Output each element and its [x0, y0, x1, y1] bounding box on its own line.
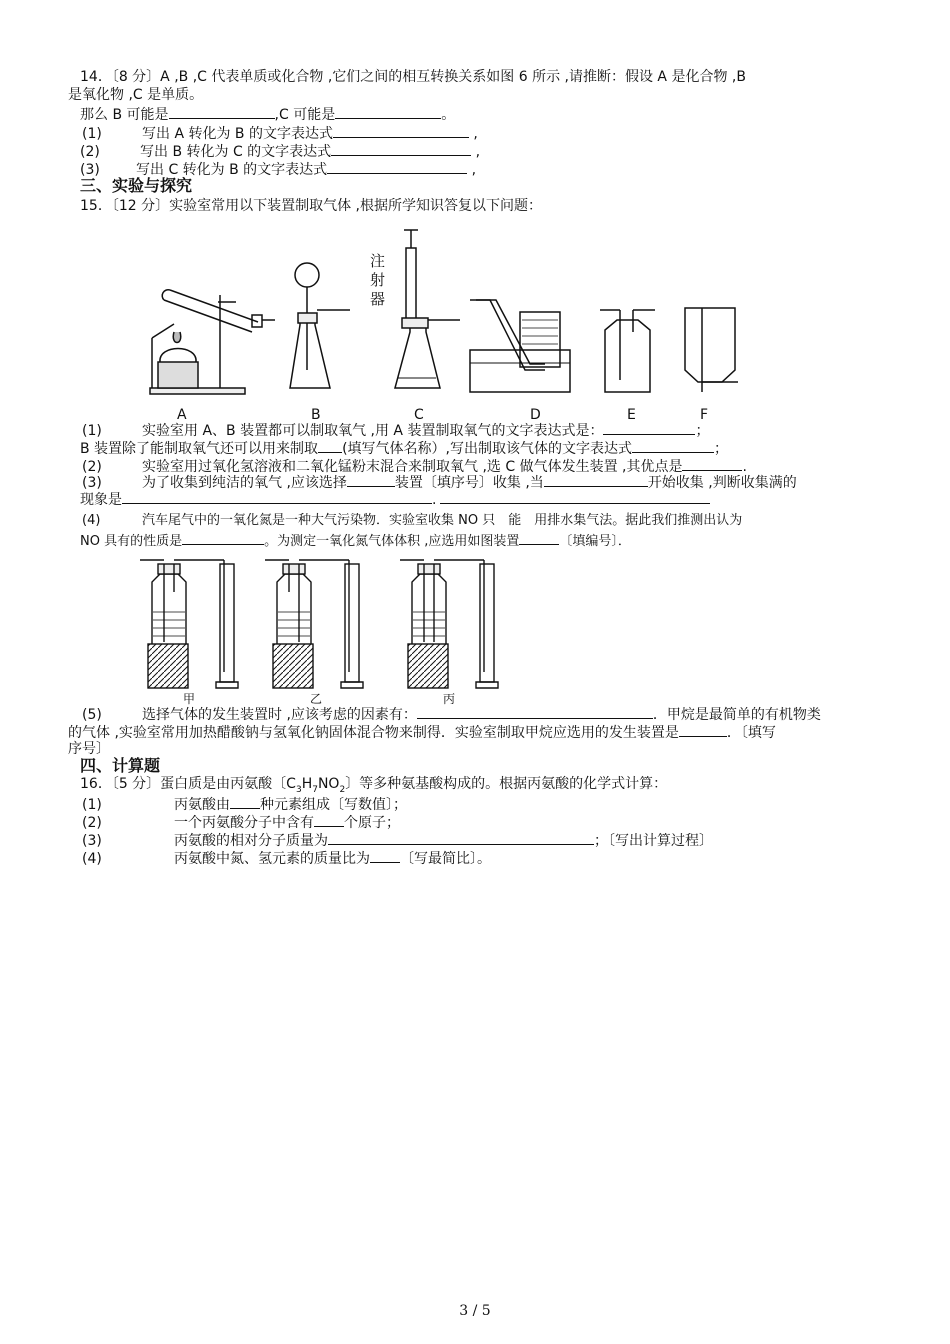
- q15-tail: .: [742, 459, 747, 475]
- fig2-label-yi: 乙: [310, 692, 323, 706]
- q15-text: (填写气体名称）,写出制取该气体的文字表达式: [342, 441, 632, 457]
- q16-text: 个原子；: [344, 815, 400, 831]
- q16-text: 一个丙氨酸分子中含有: [174, 815, 314, 831]
- fig-label-f: F: [700, 407, 709, 423]
- q15-line-6: [82, 512, 742, 530]
- q14-b-c-line: [80, 104, 455, 124]
- q15-line-9: [68, 722, 776, 742]
- fig-label-d: D: [530, 407, 541, 423]
- page-number: 3 / 5: [459, 1303, 491, 1319]
- q14-item-2: [80, 141, 480, 161]
- q15-tail: .: [432, 492, 437, 508]
- section-title-experiment: 三、实验与探究: [80, 176, 193, 195]
- syringe-label: [370, 252, 385, 309]
- device-jia: [140, 560, 238, 688]
- q14-intro-line2: 是氧化物 ,C 是单质。: [68, 87, 204, 103]
- q15-tail: ．〔填写: [726, 725, 776, 741]
- q16-text: 丙氨酸的相对分子质量为: [174, 833, 328, 849]
- q14-item-num: (3): [80, 162, 100, 178]
- q15-blank-full-phenomenon[interactable]: [122, 489, 432, 504]
- syringe-char: 器: [370, 290, 386, 308]
- q14-item-text: 写出 A 转化为 B 的文字表达式: [142, 126, 333, 142]
- q15-tail: ；: [713, 441, 728, 457]
- q16-num: (4): [82, 851, 102, 867]
- q14-item2-blank[interactable]: [331, 141, 471, 156]
- q14-b-prefix: 那么 B 可能是: [80, 107, 169, 123]
- q16-item-4: [82, 848, 491, 868]
- q15-text: 装置〔填序号〕收集 ,当: [394, 475, 544, 491]
- q15-text: 现象是: [80, 492, 122, 508]
- q14-item1-blank[interactable]: [333, 123, 469, 138]
- q16-num: (3): [82, 833, 102, 849]
- q15-text: B 装置除了能制取氧气还可以用来制取: [80, 441, 319, 457]
- q15-num: (5): [82, 707, 102, 723]
- q16-blank-elements[interactable]: [230, 794, 260, 809]
- q14-intro-line1: 14．〔8 分〕A ,B ,C 代表单质或化合物 ,它们之间的相互转换关系如图 6 所示 ,请推断：假设 A 是化合物 ,B: [80, 69, 746, 85]
- q14-item-tail: ,: [467, 162, 477, 178]
- syringe-char: 注: [370, 252, 386, 270]
- q16-sub: 3: [295, 784, 302, 795]
- q14-item3-blank[interactable]: [327, 159, 467, 174]
- q15-line-1: [82, 420, 709, 440]
- q15-blank-start-condition[interactable]: [544, 472, 648, 487]
- q14-end: 。: [441, 107, 456, 123]
- q16-blank-atoms[interactable]: [314, 812, 344, 827]
- q15-line-7: [80, 530, 631, 551]
- q15-line-10: 序号〕: [68, 741, 110, 757]
- q15-text: 开始收集 ,判断收集满的: [647, 475, 797, 491]
- q15-blank-advantage[interactable]: [682, 456, 742, 471]
- q15-num: (1): [82, 423, 102, 439]
- q15-text: 的气体 ,实验室常用加热醋酸钠与氢氧化钠固体混合物来制得．实验室制取甲烷应选用的发生装置是: [68, 725, 679, 741]
- q14-c-blank[interactable]: [335, 104, 441, 119]
- q15-text: 实验室用过氧化氢溶液和二氧化锰粉末混合来制取氧气 ,选 C 做气体发生装置 ,其优点是: [142, 459, 683, 475]
- q15-tail: ；: [695, 423, 710, 439]
- q14-item-tail: ,: [468, 126, 478, 142]
- q15-blank-device-number[interactable]: [519, 530, 559, 545]
- q14-item-text: 写出 C 转化为 B 的文字表达式: [136, 162, 328, 178]
- q16-num: (2): [82, 815, 102, 831]
- q16-blank-molecular-mass[interactable]: [328, 830, 594, 845]
- q14-item-1: [82, 123, 478, 143]
- q14-c-prefix: ,C 可能是: [274, 107, 336, 123]
- q15-blank-collect-device[interactable]: [347, 472, 395, 487]
- q16-item-1: [82, 794, 407, 814]
- fig-label-c: C: [414, 407, 424, 423]
- fig-label-a: A: [177, 407, 187, 423]
- q15-text: 。为测定一氧化氮气体体积 ,应选用如图装置: [264, 534, 520, 549]
- q16-item-2: [82, 812, 400, 832]
- q16-intro-b: 〕等多种氨基酸构成的。根据丙氨酸的化学式计算：: [345, 776, 668, 792]
- q15-blank-b-expression[interactable]: [632, 438, 714, 453]
- q14-item-num: (1): [82, 126, 102, 142]
- fig2-label-bing: 丙: [443, 692, 456, 706]
- q15-line-8: [82, 704, 821, 724]
- q16-sub: 2: [339, 784, 346, 795]
- fig2-label-jia: 甲: [183, 692, 196, 706]
- q16-item-3: [82, 830, 713, 850]
- q15-text: 实验室用 A、B 装置都可以制取氧气 ,用 A 装置制取氧气的文字表达式是：: [142, 423, 604, 439]
- q14-item-tail: ,: [471, 144, 481, 160]
- q15-blank-factors[interactable]: [417, 704, 653, 719]
- q16-formula-no: NO: [317, 776, 340, 792]
- q16-blank-mass-ratio[interactable]: [370, 848, 400, 863]
- q15-text: NO 具有的性质是: [80, 534, 183, 549]
- q15-blank-methane-device[interactable]: [679, 722, 727, 737]
- q14-b-blank[interactable]: [169, 104, 275, 119]
- q16-text: ；〔写出计算过程〕: [594, 833, 713, 849]
- q15-blank-a-expression[interactable]: [603, 420, 695, 435]
- q15-text: 选择气体的发生装置时 ,应该考虑的因素有：: [142, 707, 417, 723]
- q15-text: 汽车尾气中的一氧化氮是一种大气污染物．实验室收集 NO 只 能 用排水集气法。据此我们推测出认为: [142, 513, 743, 528]
- apparatus-figure-a-f: [140, 220, 750, 425]
- gas-volume-figure: [140, 552, 510, 697]
- q15-num: (3): [82, 475, 102, 491]
- q16-sub: 7: [312, 784, 318, 795]
- q15-line-2: [80, 438, 728, 458]
- q15-blank-full-phenomenon-ext[interactable]: [440, 489, 710, 504]
- q16-text: 丙氨酸由: [174, 797, 230, 813]
- q15-intro: 15．〔12 分〕实验室常用以下装置制取气体 ,根据所学知识答复以下问题：: [80, 198, 542, 214]
- q15-tail: ．甲烷是最简单的有机物类: [652, 707, 821, 723]
- q15-text: 为了收集到纯洁的氧气 ,应该选择: [142, 475, 347, 491]
- fig-label-b: B: [311, 407, 321, 423]
- q14-item-num: (2): [80, 144, 100, 160]
- q16-intro-a: 16．〔5 分〕蛋白质是由丙氨酸〔C: [80, 776, 296, 792]
- q16-text: 种元素组成〔写数值〕；: [260, 797, 407, 813]
- fig-label-e: E: [627, 407, 636, 423]
- syringe-char: 射: [370, 271, 386, 289]
- q14-item-text: 写出 B 转化为 C 的文字表达式: [140, 144, 332, 160]
- q15-blank-gas-name[interactable]: [318, 438, 342, 453]
- device-bing: [400, 560, 498, 688]
- q16-num: (1): [82, 797, 102, 813]
- device-yi: [265, 560, 363, 688]
- q16-formula-h: H: [301, 776, 313, 792]
- q16-text: 丙氨酸中氮、氢元素的质量比为: [174, 851, 370, 867]
- q15-tail: 〔填编号〕．: [559, 534, 631, 549]
- q15-line-5: [80, 489, 710, 509]
- q15-num: (4): [82, 513, 101, 528]
- q15-num: (2): [82, 459, 102, 475]
- q15-blank-no-property[interactable]: [182, 530, 264, 545]
- section-title-calculation: 四、计算题: [80, 756, 161, 775]
- q16-text: 〔写最简比〕。: [400, 851, 491, 867]
